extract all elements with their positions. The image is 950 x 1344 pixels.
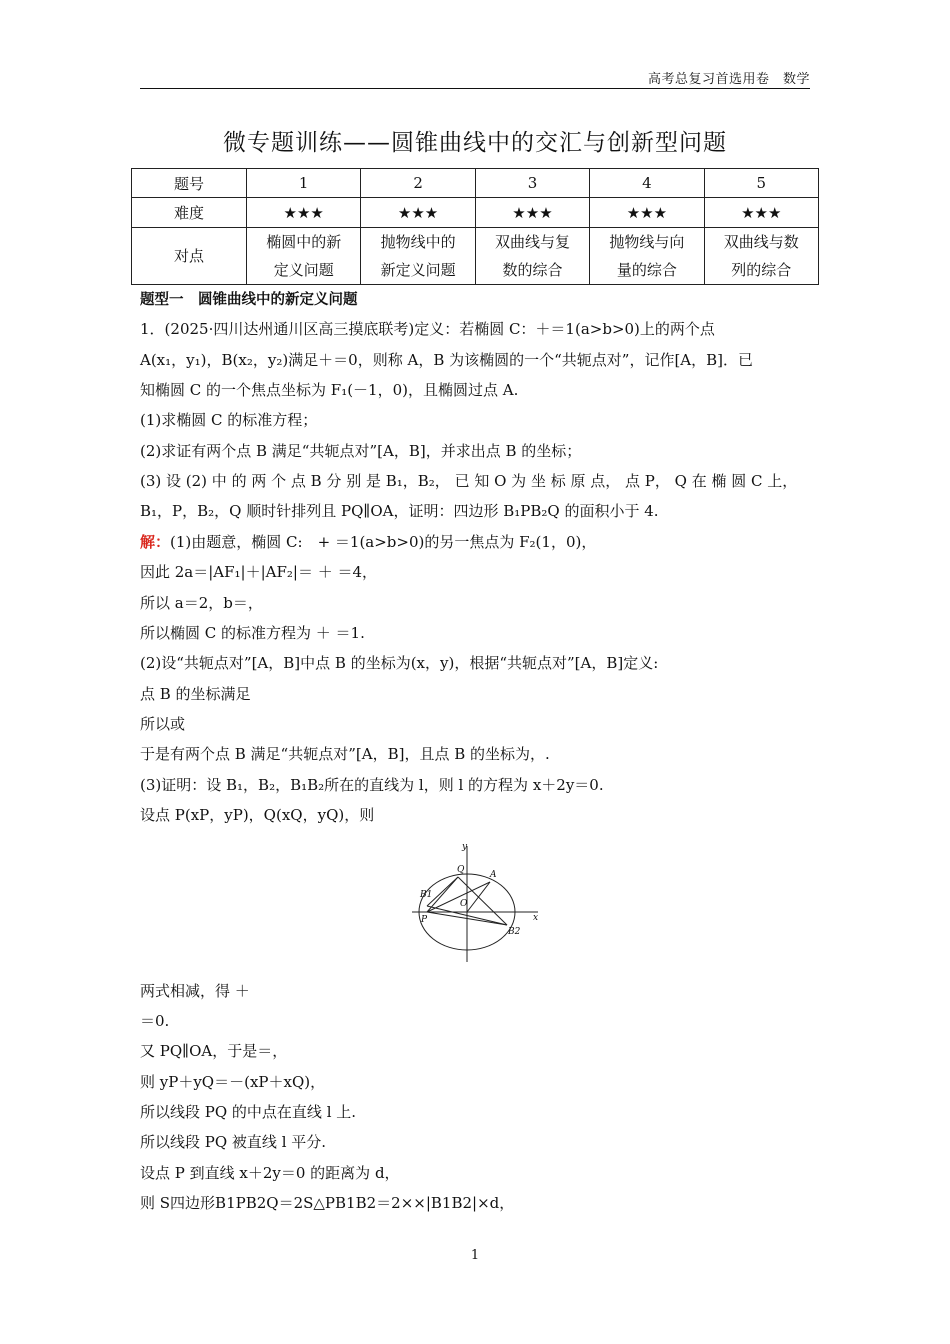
label-b2: B2 [508, 927, 521, 937]
solution-line: (3)证明：设 B₁，B₂，B₁B₂所在的直线为 l，则 l 的方程为 x＋2y＝0. [140, 776, 604, 794]
topic-line: 新定义问题 [380, 261, 456, 279]
topic-cell [361, 228, 475, 285]
label-y: y [462, 842, 468, 852]
solution-line: 所以椭圆 C 的标准方程为 ＋ ＝1. [140, 624, 365, 642]
topic-cell [590, 228, 704, 285]
topic-line: 椭圆中的新 [266, 233, 342, 251]
topic-line: 抛物线中的 [380, 233, 456, 251]
label-b1: B1 [420, 890, 433, 900]
problem-info-table [131, 168, 819, 285]
difficulty-stars: ★★★ [475, 198, 589, 228]
topic-line: 量的综合 [616, 261, 677, 279]
table-row [132, 198, 819, 228]
table-row [132, 228, 819, 285]
table-cell: 2 [361, 169, 475, 198]
solution-line: 所以线段 PQ 的中点在直线 l 上. [140, 1103, 357, 1121]
problem-line: 1．(2025·四川达州通川区高三摸底联考)定义：若椭圆 C：＋＝1(a>b>0)上的两个点 [140, 320, 715, 338]
problem-line: B₁，P，B₂，Q 顺时针排列且 PQ∥OA，证明：四边形 B₁PB₂Q 的面积小于 4. [140, 502, 659, 520]
solution-text: (1)由题意，椭圆 C: + ＝1(a>b>0)的另一焦点为 F₂(1，0)， [170, 533, 597, 551]
label-o: O [460, 899, 468, 909]
topic-cell [475, 228, 589, 285]
row-label: 难度 [132, 198, 247, 228]
solution-line: ＝0. [140, 1012, 170, 1030]
solution-line: 两式相减，得 ＋ [140, 982, 250, 1000]
problem-line: (2)求证有两个点 B 满足“共轭点对”[A，B]，并求出点 B 的坐标； [140, 442, 582, 460]
solution-line: 则 S四边形B1PB2Q＝2S△PB1B2＝2××|B1B2|×d， [140, 1194, 515, 1212]
problem-line: (1)求椭圆 C 的标准方程； [140, 411, 318, 429]
segment-oa [467, 882, 490, 912]
topic-line: 定义问题 [273, 261, 334, 279]
solution-line: 设点 P 到直线 x＋2y＝0 的距离为 d， [140, 1164, 400, 1182]
topic-line: 数的综合 [502, 261, 563, 279]
solution-line: 所以线段 PQ 被直线 l 平分. [140, 1133, 327, 1151]
label-p: P [421, 915, 428, 925]
difficulty-stars: ★★★ [361, 198, 475, 228]
topic-cell [247, 228, 361, 285]
table-cell: 4 [590, 169, 704, 198]
problem-line: A(x₁，y₁)，B(x₂，y₂)满足＋＝0，则称 A，B 为该椭圆的一个“共轭点对”，记作[A，B]．已 [140, 351, 754, 369]
ellipse-figure [410, 840, 545, 965]
table-cell: 5 [704, 169, 818, 198]
label-q: Q [457, 865, 465, 875]
problem-line: (3) 设 (2) 中 的 两 个 点 B 分 别 是 B₁，B₂， 已 知 O 为 坐 标 原 点， 点 P， Q 在 椭 圆 C 上， [140, 472, 798, 490]
page-header [140, 68, 810, 89]
row-label: 题号 [132, 169, 247, 198]
solution-line: 设点 P(xP，yP)，Q(xQ，yQ)，则 [140, 806, 375, 824]
section-title: 题型一 圆锥曲线中的新定义问题 [140, 292, 358, 308]
header-text: 高考总复习首选用卷 数学 [647, 72, 810, 87]
page-number: 1 [470, 1248, 480, 1263]
label-a: A [490, 870, 497, 880]
solution-line: 所以或 [140, 715, 186, 733]
topic-line: 双曲线与数 [723, 233, 799, 251]
solution-line: 所以 a＝2，b＝， [140, 594, 263, 612]
solution-line: 因此 2a＝|AF₁|＋|AF₂|＝ ＋ ＝4， [140, 563, 378, 581]
page-title: 微专题训练——圆锥曲线中的交汇与创新型问题 [223, 130, 727, 156]
solution-label: 解： [140, 533, 171, 551]
solution-line: 于是有两个点 B 满足“共轭点对”[A，B]，且点 B 的坐标为，. [140, 745, 550, 763]
difficulty-stars: ★★★ [590, 198, 704, 228]
table-row [132, 169, 819, 198]
difficulty-stars: ★★★ [704, 198, 818, 228]
label-x: x [533, 913, 539, 923]
solution-line [140, 531, 820, 552]
problem-line: 知椭圆 C 的一个焦点坐标为 F₁(－1，0)，且椭圆过点 A. [140, 381, 519, 399]
topic-cell [704, 228, 818, 285]
topic-line: 双曲线与复 [494, 233, 570, 251]
solution-line: 则 yP＋yQ＝－(xP＋xQ)， [140, 1073, 326, 1091]
row-label: 对点 [132, 228, 247, 285]
solution-line: 又 PQ∥OA，于是＝， [140, 1042, 288, 1060]
difficulty-stars: ★★★ [247, 198, 361, 228]
topic-line: 列的综合 [731, 261, 792, 279]
table-cell: 3 [475, 169, 589, 198]
solution-line: (2)设“共轭点对”[A，B]中点 B 的坐标为(x，y)，根据“共轭点对”[A，B]定义: [140, 654, 659, 672]
topic-line: 抛物线与向 [609, 233, 685, 251]
table-cell: 1 [247, 169, 361, 198]
solution-line: 点 B 的坐标满足 [140, 685, 251, 703]
